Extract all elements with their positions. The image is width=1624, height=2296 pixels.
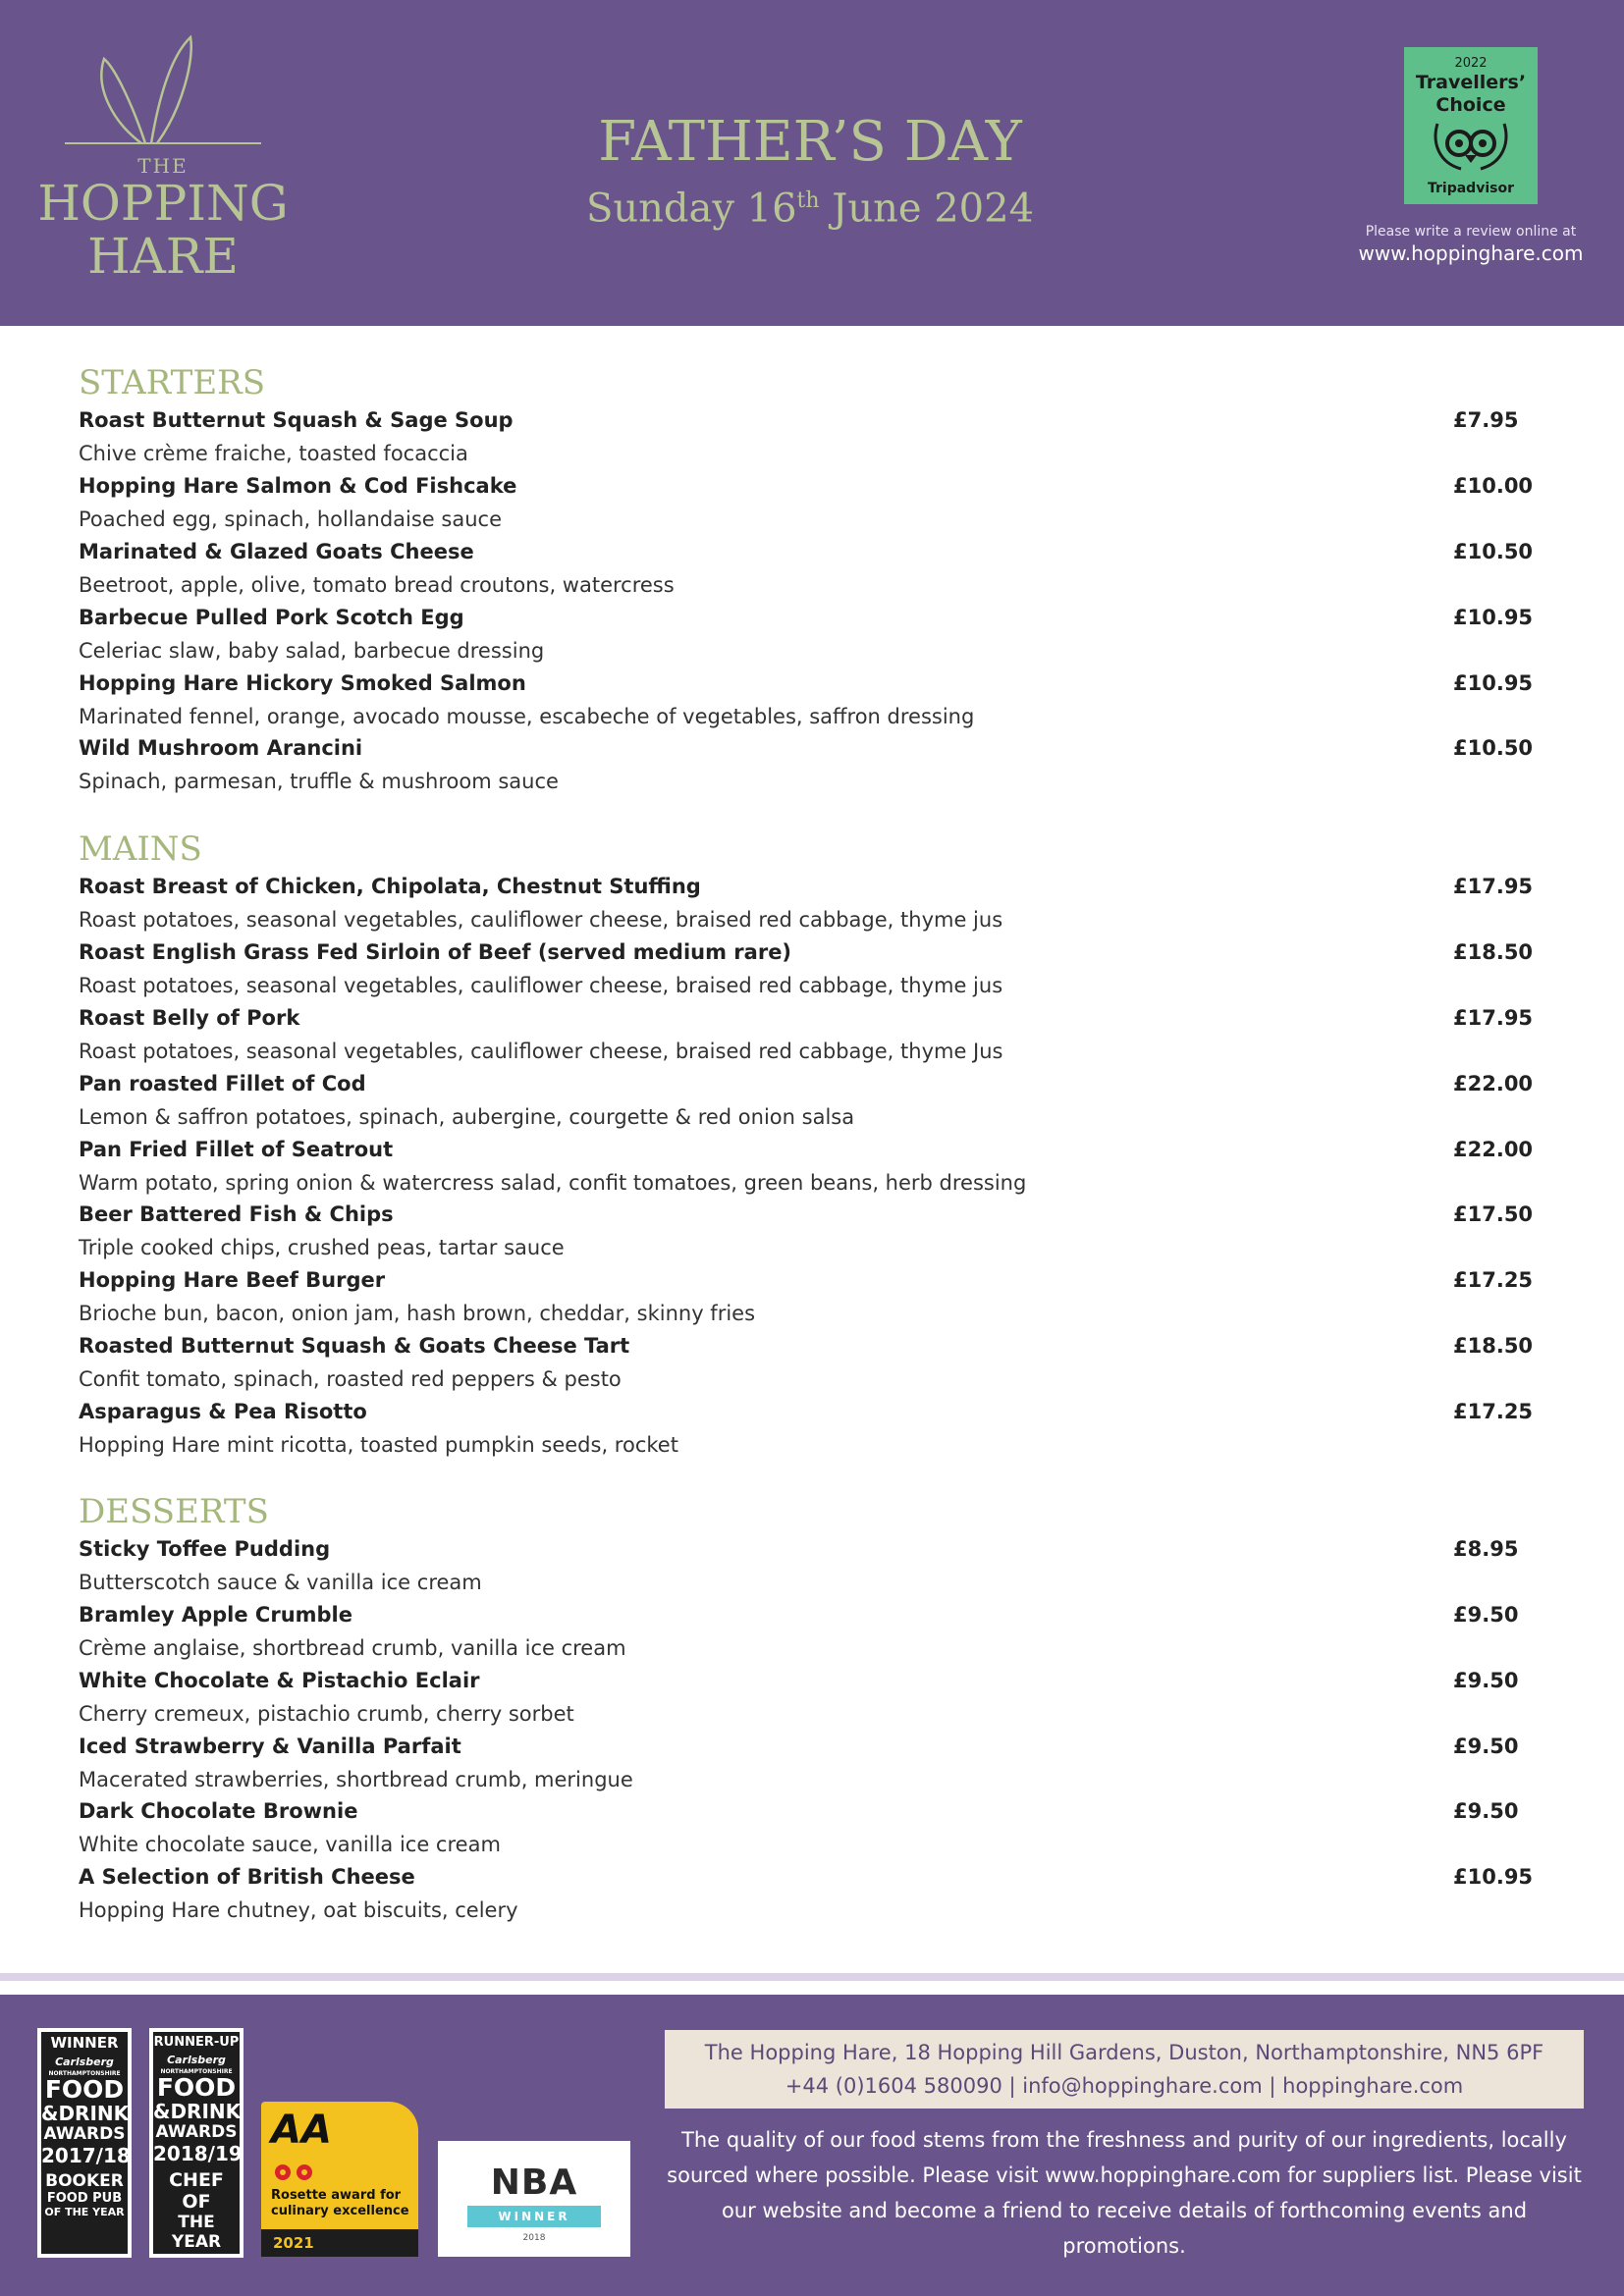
award-awards: AWARDS bbox=[43, 2124, 126, 2144]
menu-item-desc: Roast potatoes, seasonal vegetables, cauliflower cheese, braised red cabbage, thyme jus bbox=[79, 908, 1003, 932]
award-awards: AWARDS bbox=[155, 2122, 238, 2142]
award-food: FOOD bbox=[44, 2075, 125, 2104]
page-title: FATHER’S DAY bbox=[598, 110, 1022, 174]
award-badge-2018-inner bbox=[153, 2032, 243, 2254]
menu-item-desc: Brioche bun, bacon, onion jam, hash brown, cheddar, skinny fries bbox=[79, 1302, 756, 1325]
menu-item-name: Barbecue Pulled Pork Scotch Egg bbox=[79, 606, 464, 629]
award-region: NORTHAMPTONSHIRE bbox=[48, 2070, 121, 2077]
menu-item-name: A Selection of British Cheese bbox=[79, 1865, 415, 1889]
address-box bbox=[665, 2030, 1584, 2109]
hare-ears-icon bbox=[35, 29, 291, 167]
award-food: FOOD bbox=[156, 2073, 237, 2102]
menu-item-name: Pan Fried Fillet of Seatrout bbox=[79, 1138, 394, 1161]
award-status: WINNER bbox=[50, 2034, 119, 2052]
nba-year: 2018 bbox=[522, 2233, 546, 2243]
menu-item-price: £18.50 bbox=[1453, 1334, 1534, 1358]
aa-text-line2: culinary excellence bbox=[271, 2204, 409, 2218]
tripadvisor-award-line1: Travellers’ bbox=[1415, 72, 1527, 93]
menu-item-price: £10.95 bbox=[1453, 1865, 1534, 1889]
menu-item-desc: Roast potatoes, seasonal vegetables, cauliflower cheese, braised red cabbage, thyme jus bbox=[79, 974, 1003, 997]
review-url-link[interactable]: www.hoppinghare.com bbox=[1358, 241, 1584, 265]
menu-item-name: Hopping Hare Beef Burger bbox=[79, 1268, 386, 1292]
nba-ribbon: WINNER bbox=[467, 2206, 601, 2227]
award-year: 2017/18 bbox=[41, 2144, 131, 2167]
menu-item-price: £8.95 bbox=[1453, 1537, 1519, 1561]
award-badge-2018 bbox=[149, 2028, 244, 2258]
menu-item-desc: White chocolate sauce, vanilla ice cream bbox=[79, 1833, 501, 1856]
award-year: 2018/19 bbox=[153, 2142, 243, 2165]
event-date-suffix: th bbox=[796, 188, 820, 213]
menu-item-name: Beer Battered Fish & Chips bbox=[79, 1202, 394, 1226]
menu-item-desc: Beetroot, apple, olive, tomato bread croutons, watercress bbox=[79, 573, 675, 597]
menu-item-desc: Spinach, parmesan, truffle & mushroom sauce bbox=[79, 770, 559, 793]
award-drink: &DRINK bbox=[153, 2100, 242, 2123]
contact-line[interactable]: +44 (0)1604 580090 | info@hoppinghare.com | hoppinghare.com bbox=[785, 2074, 1464, 2098]
award-category-line1: CHEF OF bbox=[169, 2169, 224, 2213]
menu-item-price: £22.00 bbox=[1453, 1138, 1534, 1161]
address-line: The Hopping Hare, 18 Hopping Hill Gardens, Duston, Northamptonshire, NN5 6PF bbox=[704, 2041, 1544, 2064]
menu-item-name: Sticky Toffee Pudding bbox=[79, 1537, 331, 1561]
logo-hare: HARE bbox=[87, 228, 239, 285]
quality-statement: The quality of our food stems from the freshness and purity of our ingredients, locally sourced where possible. Please visit www.hoppinghare.com for suppliers list. Please visit our website and become a friend to receive details of forthcoming events and promotions. bbox=[667, 2128, 1582, 2258]
menu-item-price: £10.95 bbox=[1453, 671, 1534, 695]
nba-winner-badge bbox=[438, 2141, 630, 2257]
tripadvisor-award-line2: Choice bbox=[1435, 94, 1506, 116]
menu-item-desc: Crème anglaise, shortbread crumb, vanilla ice cream bbox=[79, 1636, 626, 1660]
aa-text-line1: Rosette award for bbox=[271, 2188, 402, 2203]
menu-item-desc: Confit tomato, spinach, roasted red peppers & pesto bbox=[79, 1367, 622, 1391]
menu-item-price: £17.95 bbox=[1453, 1006, 1534, 1030]
menu-item-desc: Marinated fennel, orange, avocado mousse, escabeche of vegetables, saffron dressing bbox=[79, 705, 975, 728]
menu-item-price: £18.50 bbox=[1453, 940, 1534, 964]
menu-item-price: £9.50 bbox=[1453, 1603, 1519, 1627]
menu-item-price: £22.00 bbox=[1453, 1072, 1534, 1095]
menu-item-price: £7.95 bbox=[1453, 408, 1519, 432]
menu-item-price: £9.50 bbox=[1453, 1669, 1519, 1692]
footer-divider bbox=[0, 1973, 1624, 1981]
menu-item-desc: Macerated strawberries, shortbread crumb, meringue bbox=[79, 1768, 633, 1791]
header-banner bbox=[0, 0, 1624, 326]
menu-item-desc: Poached egg, spinach, hollandaise sauce bbox=[79, 507, 502, 531]
menu-item-name: Asparagus & Pea Risotto bbox=[79, 1400, 367, 1423]
award-badge-2017-inner bbox=[41, 2032, 131, 2254]
nba-logo: NBA bbox=[490, 2163, 578, 2203]
menu-item-price: £10.00 bbox=[1453, 474, 1534, 498]
award-sponsor: Carlsberg bbox=[55, 2056, 114, 2068]
menu-item-price: £17.25 bbox=[1453, 1400, 1534, 1423]
menu-item-desc: Chive crème fraiche, toasted focaccia bbox=[79, 442, 468, 465]
award-badge-2017 bbox=[37, 2028, 132, 2258]
menu-item-desc: Butterscotch sauce & vanilla ice cream bbox=[79, 1571, 482, 1594]
menu-item-desc: Celeriac slaw, baby salad, barbecue dressing bbox=[79, 639, 545, 663]
menu-item-price: £10.95 bbox=[1453, 606, 1534, 629]
menu-item-desc: Hopping Hare mint ricotta, toasted pumpkin seeds, rocket bbox=[79, 1433, 678, 1457]
menu-item-price: £10.50 bbox=[1453, 540, 1534, 563]
menu-item-desc: Lemon & saffron potatoes, spinach, aubergine, courgette & red onion salsa bbox=[79, 1105, 855, 1129]
award-category-line3: OF THE YEAR bbox=[44, 2206, 125, 2218]
menu-item-desc: Triple cooked chips, crushed peas, tartar sauce bbox=[79, 1236, 565, 1259]
tripadvisor-brand: Tripadvisor bbox=[1428, 181, 1514, 196]
aa-year: 2021 bbox=[261, 2229, 418, 2257]
aa-rosette-badge bbox=[261, 2102, 418, 2257]
section-title-desserts: DESSERTS bbox=[79, 1492, 269, 1531]
tripadvisor-badge bbox=[1404, 47, 1538, 204]
menu-item-price: £10.50 bbox=[1453, 736, 1534, 760]
event-date bbox=[550, 177, 1070, 233]
aa-text bbox=[271, 2188, 409, 2219]
menu-item-price: £17.50 bbox=[1453, 1202, 1534, 1226]
award-status: RUNNER-UP bbox=[153, 2035, 240, 2050]
award-category-line2: FOOD PUB bbox=[46, 2191, 123, 2206]
award-drink: &DRINK bbox=[41, 2102, 130, 2125]
menu-item-desc: Hopping Hare chutney, oat biscuits, celery bbox=[79, 1898, 518, 1922]
menu-item-name: Roast Butternut Squash & Sage Soup bbox=[79, 408, 514, 432]
menu-item-name: Bramley Apple Crumble bbox=[79, 1603, 352, 1627]
section-title-starters: STARTERS bbox=[79, 363, 266, 402]
menu-item-name: Wild Mushroom Arancini bbox=[79, 736, 363, 760]
menu-item-price: £17.95 bbox=[1453, 875, 1534, 898]
tripadvisor-year: 2022 bbox=[1454, 56, 1488, 71]
menu-item-name: Roast Breast of Chicken, Chipolata, Chestnut Stuffing bbox=[79, 875, 701, 898]
section-title-mains: MAINS bbox=[79, 829, 202, 869]
menu-item-price: £17.25 bbox=[1453, 1268, 1534, 1292]
aa-logo: AA bbox=[271, 2108, 332, 2153]
menu-item-name: Iced Strawberry & Vanilla Parfait bbox=[79, 1735, 461, 1758]
award-region: NORTHAMPTONSHIRE bbox=[160, 2068, 233, 2075]
menu-item-price: £9.50 bbox=[1453, 1735, 1519, 1758]
menu-item-name: Roast Belly of Pork bbox=[79, 1006, 300, 1030]
review-note: Please write a review online at bbox=[1365, 224, 1577, 240]
menu-item-name: Dark Chocolate Brownie bbox=[79, 1799, 358, 1823]
rosette-icon bbox=[273, 2163, 316, 2182]
award-category-line2: THE YEAR bbox=[171, 2213, 222, 2252]
hopping-hare-logo bbox=[35, 29, 291, 285]
award-sponsor: Carlsberg bbox=[167, 2054, 226, 2066]
award-category-line1: BOOKER bbox=[45, 2171, 124, 2191]
menu-item-name: Pan roasted Fillet of Cod bbox=[79, 1072, 366, 1095]
logo-hopping: HOPPING bbox=[37, 175, 289, 232]
event-date-rest: June 2024 bbox=[819, 186, 1035, 232]
menu-item-name: Hopping Hare Salmon & Cod Fishcake bbox=[79, 474, 517, 498]
logo-the: THE bbox=[137, 154, 189, 178]
menu-item-price: £9.50 bbox=[1453, 1799, 1519, 1823]
menu-item-desc: Cherry cremeux, pistachio crumb, cherry sorbet bbox=[79, 1702, 574, 1726]
menu-item-name: Marinated & Glazed Goats Cheese bbox=[79, 540, 474, 563]
menu-item-name: Hopping Hare Hickory Smoked Salmon bbox=[79, 671, 526, 695]
menu-item-name: Roasted Butternut Squash & Goats Cheese Tart bbox=[79, 1334, 630, 1358]
menu-item-name: White Chocolate & Pistachio Eclair bbox=[79, 1669, 480, 1692]
menu-item-desc: Roast potatoes, seasonal vegetables, cauliflower cheese, braised red cabbage, thyme Jus bbox=[79, 1040, 1003, 1063]
tripadvisor-owl-icon bbox=[1432, 114, 1510, 173]
menu-item-name: Roast English Grass Fed Sirloin of Beef (served medium rare) bbox=[79, 940, 792, 964]
menu-item-desc: Warm potato, spring onion & watercress salad, confit tomatoes, green beans, herb dressing bbox=[79, 1171, 1027, 1195]
event-date-day: Sunday 16 bbox=[585, 186, 797, 232]
